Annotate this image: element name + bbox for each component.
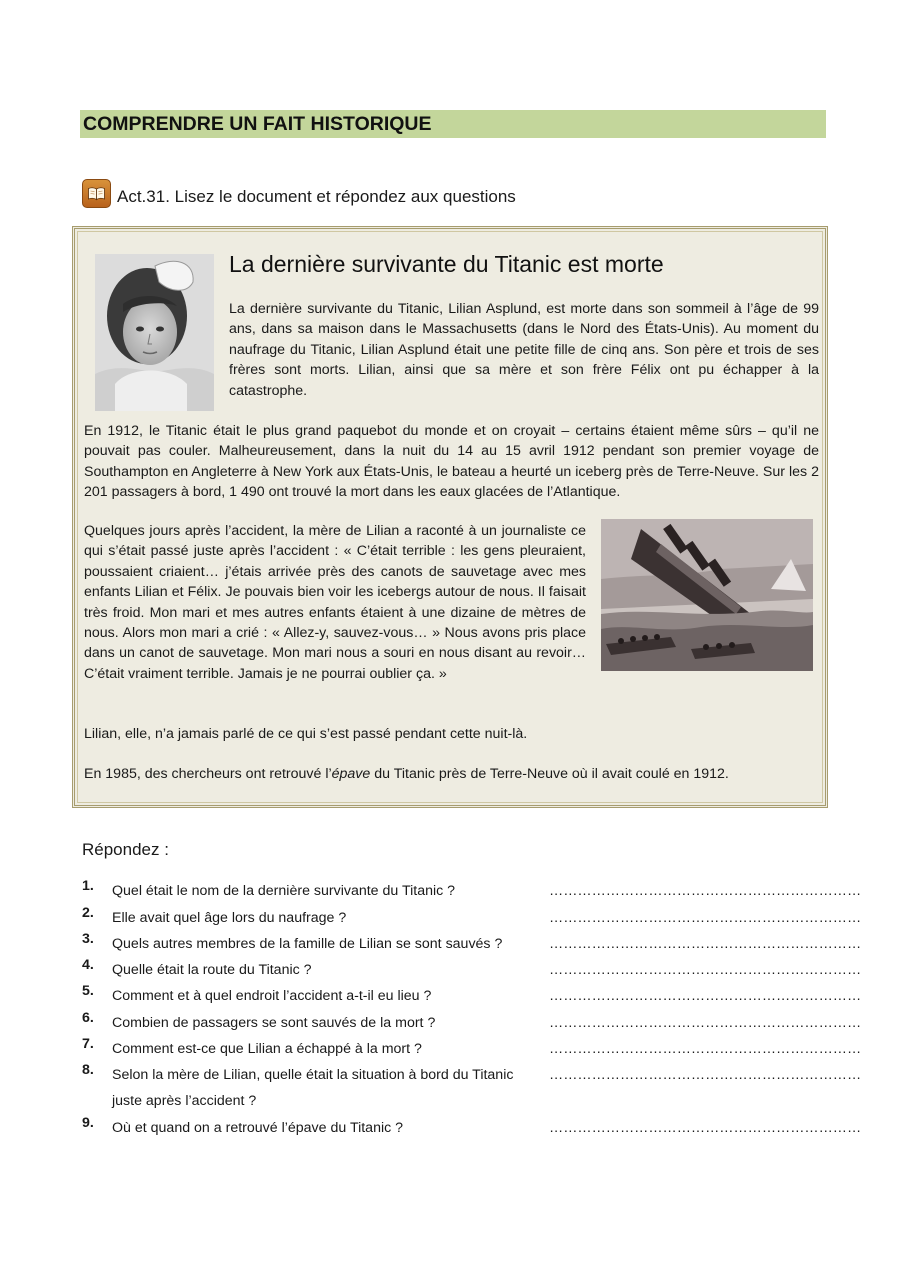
girl-portrait-photo [95,254,214,411]
answer-line[interactable]: ………………………………………………………… [549,962,862,978]
question-number: 6. [82,1010,94,1026]
mother-testimony-paragraph: Quelques jours après l’accident, la mère de Lilian a raconté à un journaliste ce qui s’était passé juste après l’accident : « C’était terrible : les gens pleuraient, poussaient criaient… j’étais arrivée près des canots de sauvetage avec mes enfants Lilian et Félix. Je pouvais bien voir les icebergs autour de nous. Il faisait très froid. Mon mari et mes autres enfants étaient à une dizaine de mètres de nous. Alors mon mari a crié : « Allez-y, sauvez-vous… » Nous avons pris place dans un canot de sauvetage. Mon mari nous a souri en nous disant au revoir… C’était vraiment terrible. Jamais je ne pourrai oublier ça. » [84,523,586,682]
answer-line[interactable]: ………………………………………………………… [549,910,862,926]
answer-line[interactable]: ………………………………………………………… [549,1015,862,1031]
lilian-paragraph: Lilian, elle, n’a jamais parlé de ce qui s’est passé pendant cette nuit-là. [84,726,528,742]
question-number: 4. [82,957,94,973]
question-text: Où et quand on a retrouvé l’épave du Titanic ? [112,1120,404,1136]
question-number: 9. [82,1115,94,1131]
answer-line[interactable]: ………………………………………………………… [549,1041,862,1057]
answer-line[interactable]: ………………………………………………………… [549,988,862,1004]
question-text: Elle avait quel âge lors du naufrage ? [112,910,347,926]
epave-emphasis: épave [331,766,371,782]
activity-label: Act.31. Lisez le document et répondez aux questions [117,187,516,206]
answer-line[interactable]: ………………………………………………………… [549,1067,862,1083]
question-text: Quel était le nom de la dernière survivante du Titanic ? [112,883,456,899]
question-number: 1. [82,878,94,894]
wreck-discovery-paragraph: En 1985, des chercheurs ont retrouvé l’épave du Titanic près de Terre-Neuve où il avait coulé en 1912. [84,766,729,782]
titanic-sinking-illustration [601,519,813,671]
answer-line[interactable]: ………………………………………………………… [549,936,862,952]
question-text: Comment et à quel endroit l’accident a-t-il eu lieu ? [112,988,432,1004]
question-text: Combien de passagers se sont sauvés de la mort ? [112,1015,436,1031]
answers-heading: Répondez : [82,840,169,859]
question-text: Quelle était la route du Titanic ? [112,962,312,978]
question-number: 3. [82,931,94,947]
question-text: Selon la mère de Lilian, quelle était la situation à bord du Titanic juste après l’accident ? [112,1067,514,1109]
question-number: 2. [82,905,94,921]
question-number: 5. [82,983,94,999]
answer-line[interactable]: ………………………………………………………… [549,883,862,899]
question-number: 7. [82,1036,94,1052]
history-paragraph: En 1912, le Titanic était le plus grand paquebot du monde et on croyait – certains étaient même sûrs – qu’il ne pouvait pas couler. Malheureusement, dans la nuit du 14 au 15 avril 1912 pendant son premier voyage de Southampton en Angleterre à New York aux États-Unis, le bateau a heurté un iceberg près de Terre-Neuve. Sur les 2 201 passagers à bord, 1 490 ont trouvé la mort dans les eaux glacées de l’Atlantique. [84,423,819,501]
activity-instruction [82,176,516,208]
book-icon [82,179,111,208]
document-title: La dernière survivante du Titanic est morte [229,251,664,277]
question-text: Comment est-ce que Lilian a échappé à la mort ? [112,1041,422,1057]
answer-line[interactable]: ………………………………………………………… [549,1120,862,1136]
question-text: Quels autres membres de la famille de Lilian se sont sauvés ? [112,936,503,952]
question-number: 8. [82,1062,94,1078]
document-box [72,226,828,808]
intro-paragraph: La dernière survivante du Titanic, Lilian Asplund, est morte dans son sommeil à l’âge de 99 ans, dans sa maison dans le Massachusetts (dans le Nord des États-Unis). Au moment du naufrage du Titanic, Lilian Asplund était une petite fille de cinq ans. Son père et trois de ses frères sont morts. Lilian, ainsi que sa mère et son frère Félix ont pu échapper à la catastrophe. [229,301,819,399]
section-title: COMPRENDRE UN FAIT HISTORIQUE [83,113,432,135]
section-banner [80,110,826,138]
